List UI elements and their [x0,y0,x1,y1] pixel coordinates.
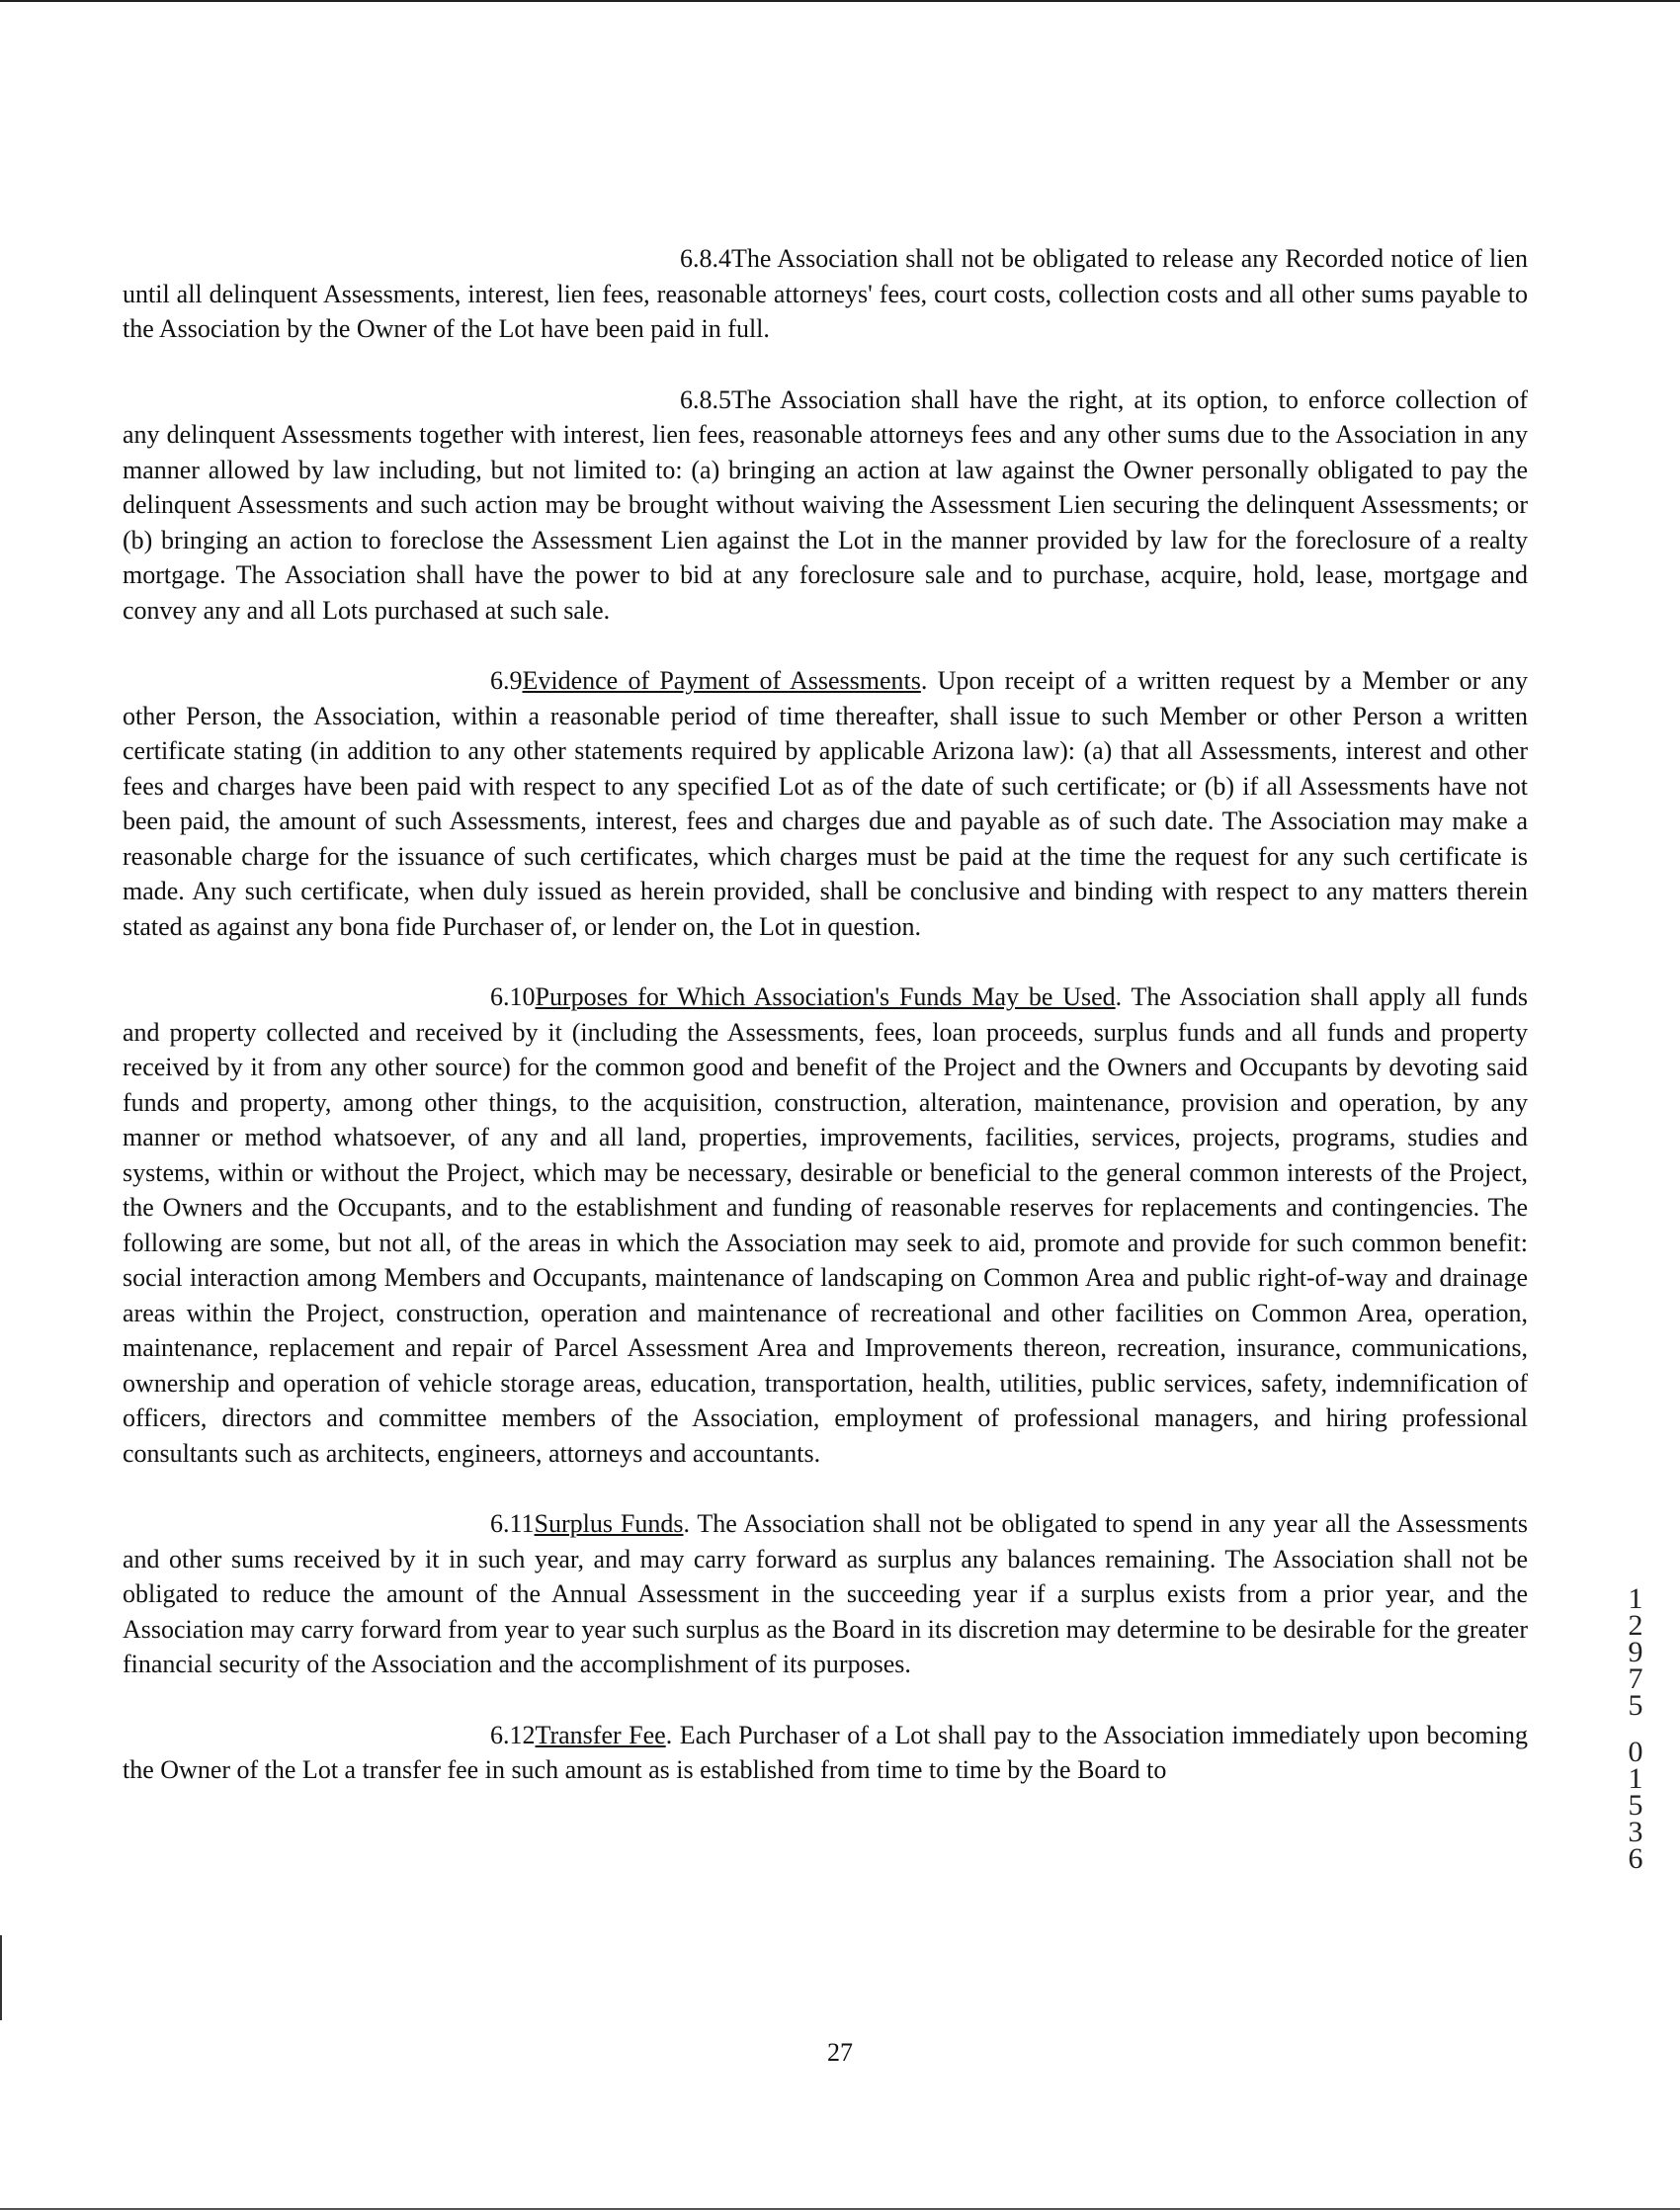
paragraph-6-10: 6.10Purposes for Which Association's Funds May be Used. The Association shall apply all funds and property collected and received by it (including the Assessments, fees, loan proceeds, surplus funds and all funds and property received by it from any other source) for the common good and benefit of the Project and the Owners and Occupants by devoting said funds and property, among other things, to the acquisition, construction, alteration, maintenance, provision and operation, by any manner or method whatsoever, of any and all land, properties, improvements, facilities, services, projects, programs, studies and systems, within or without the Project, which may be necessary, desirable or beneficial to the general common interests of the Project, the Owners and the Occupants, and to the establishment and funding of reasonable reserves for replacements and contingencies. The following are some, but not all, of the areas in which the Association may seek to aid, promote and provide for such common benefit: social interaction among Members and Occupants, maintenance of landscaping on Common Area and public right-of-way and drainage areas within the Project, construction, operation and maintenance of recreational and other facilities on Common Area, operation, maintenance, replacement and repair of Parcel Assessment Area and Improvements thereon, recreation, insurance, communications, ownership and operation of vehicle storage areas, education, transportation, health, utilities, public services, safety, indemnification of officers, directors and committee members of the Association, employment of professional managers, and hiring professional consultants such as architects, engineers, attorneys and accountants. [123,979,1528,1471]
recording-digit: 2 [1628,1609,1643,1642]
recording-digit: 1 [1628,1762,1643,1795]
section-heading: Surplus Funds [534,1509,684,1538]
section-heading: Transfer Fee [535,1720,666,1749]
side-recording-number [1621,1582,1650,1875]
section-heading: Purposes for Which Association's Funds May be Used [535,982,1116,1011]
recording-digit: 1 [1628,1582,1643,1615]
paragraph-text: The Association shall have the right, at its option, to enforce collection of any delinquent Assessments together with interest, lien fees, reasonable attorneys fees and any other sums due to the Association in any manner allowed by law including, but not limited to: (a) bringing an action at law against the Owner personally obligated to pay the delinquent Assessments and such action may be brought without waiving the Assessment Lien securing the delinquent Assessments; or (b) bringing an action to foreclose the Assessment Lien against the Lot in the manner provided by law for the foreclosure of a realty mortgage. The Association shall have the power to bid at any foreclosure sale and to purchase, acquire, hold, lease, mortgage and convey any and all Lots purchased at such sale. [123,384,1528,625]
section-number: 6.11 [490,1509,535,1538]
paragraph-text: Each Purchaser of a Lot shall pay to the Association immediately upon becoming the Owner of the Lot a transfer fee in such amount as is established from time to time by the Board to [123,1720,1529,1784]
paragraph-text: The Association shall not be obligated to spend in any year all the Assessments and other sums received by it in such year, and may carry forward as surplus any balances remaining. The Association shall not be obligated to reduce the amount of the Annual Assessment in the succeeding year if a surplus exists from a prior year, and the Association may carry forward from year to year such surplus as the Board in its discretion may determine to be desirable for the greater financial security of the Association and the accomplishment of its purposes. [123,1509,1529,1678]
page-number: 27 [827,2038,853,2067]
paragraph-text: The Association shall not be obligated to release any Recorded notice of lien until all delinquent Assessments, interest, lien fees, reasonable attorneys' fees, court costs, collection costs and all other sums payable to the Association by the Owner of the Lot have been paid in full. [123,244,1528,343]
scan-edge-top [0,0,1680,2]
document-page [123,241,1528,1824]
recording-digit: 5 [1628,1789,1643,1822]
section-number: 6.12 [490,1720,536,1749]
recording-digit: 6 [1628,1842,1643,1875]
recording-digit: 3 [1628,1816,1643,1848]
section-heading: Evidence of Payment of Assessments [522,666,921,695]
section-number: 6.8.4 [680,244,731,273]
paragraph-6-12: 6.12Transfer Fee. Each Purchaser of a Lot shall pay to the Association immediately upon becoming the Owner of the Lot a transfer fee in such amount as is established from time to time by the Board to [123,1718,1528,1788]
recording-digit: 9 [1628,1636,1643,1668]
recording-digit: 7 [1628,1662,1643,1695]
paragraph-6-11: 6.11Surplus Funds. The Association shall not be obligated to spend in any year all the Assessments and other sums received by it in such year, and may carry forward as surplus any balances remaining. The Association shall not be obligated to reduce the amount of the Annual Assessment in the succeeding year if a surplus exists from a prior year, and the Association may carry forward from year to year such surplus as the Board in its discretion may determine to be desirable for the greater financial security of the Association and the accomplishment of its purposes. [123,1506,1528,1682]
section-number: 6.10 [490,982,536,1011]
recording-digit: 0 [1628,1736,1643,1768]
paragraph-text: Upon receipt of a written request by a Member or any other Person, the Association, within a reasonable period of time thereafter, shall issue to such Member or other Person a written certificate stating (in addition to any other statements required by applicable Arizona law): (a) that all Assessments, interest and other fees and charges have been paid with respect to any specified Lot as of the date of such certificate; or (b) if all Assessments have not been paid, the amount of such Assessments, interest, fees and charges due and payable as of such date. The Association may make a reasonable charge for the issuance of such certificates, which charges must be paid at the time the request for any such certificate is made. Any such certificate, when duly issued as herein provided, shall be conclusive and binding with respect to any matters therein stated as against any bona fide Purchaser of, or lender on, the Lot in question. [123,666,1528,941]
section-number: 6.9 [490,666,523,695]
paragraph-6-8-5 [123,382,1528,629]
paragraph-6-8-4 [123,241,1528,347]
paragraph-6-9: 6.9Evidence of Payment of Assessments. Upon receipt of a written request by a Member or any other Person, the Association, within a reasonable period of time thereafter, shall issue to such Member or other Person a written certificate stating (in addition to any other statements required by applicable Arizona law): (a) that all Assessments, interest and other fees and charges have been paid with respect to any specified Lot as of the date of such certificate; or (b) if all Assessments have not been paid, the amount of such Assessments, interest, fees and charges due and payable as of such date. The Association may make a reasonable charge for the issuance of such certificates, which charges must be paid at the time the request for any such certificate is made. Any such certificate, when duly issued as herein provided, shall be conclusive and binding with respect to any matters therein stated as against any bona fide Purchaser of, or lender on, the Lot in question. [123,663,1528,944]
section-number: 6.8.5 [680,384,731,414]
paragraph-text: The Association shall apply all funds and property collected and received by it (including the Assessments, fees, loan proceeds, surplus funds and all funds and property received by it from any other source) for the common good and benefit of the Project and the Owners and Occupants by devoting said funds and property, among other things, to the acquisition, construction, alteration, maintenance, provision and operation, by any manner or method whatsoever, of any and all land, properties, improvements, facilities, services, projects, programs, studies and systems, within or without the Project, which may be necessary, desirable or beneficial to the general common interests of the Project, the Owners and the Occupants, and to the establishment and funding of reasonable reserves for replacements and contingencies. The following are some, but not all, of the areas in which the Association may seek to aid, promote and provide for such common benefit: social interaction among Members and Occupants, maintenance of landscaping on Common Area and public right-of-way and drainage areas within the Project, construction, operation and maintenance of recreational and other facilities on Common Area, operation, maintenance, replacement and repair of Parcel Assessment Area and Improvements thereon, recreation, insurance, communications, ownership and operation of vehicle storage areas, education, transportation, health, utilities, public services, safety, indemnification of officers, directors and committee members of the Association, employment of professional managers, and hiring professional consultants such as architects, engineers, attorneys and accountants. [123,982,1529,1468]
scan-margin-mark [0,1935,2,2020]
recording-digit: 5 [1628,1689,1643,1722]
